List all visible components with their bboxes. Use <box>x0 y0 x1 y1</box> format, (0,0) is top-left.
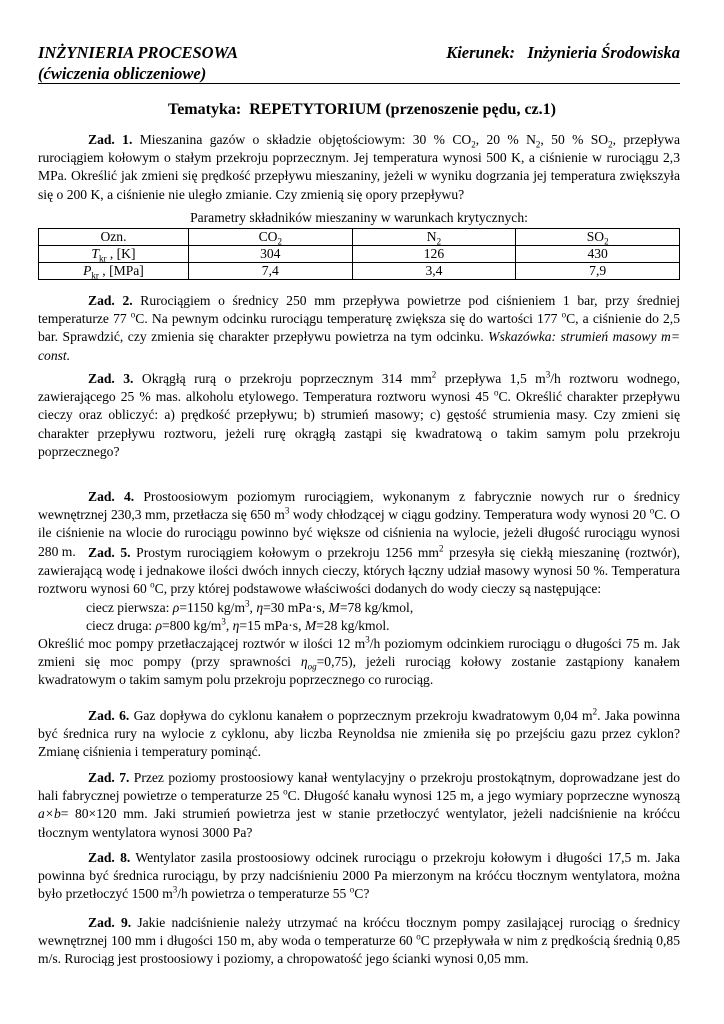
table-row <box>39 263 680 280</box>
direction-label: Kierunek: <box>446 43 515 62</box>
topic-label: Tematyka: <box>168 101 242 118</box>
task-9: Zad. 9. Jakie nadciśnienie należy utrzymać na króćcu tłocznym pompy zasilającej rurociąg o średnicy wewnętrznej 100 mm i długości 150 m, aby woda o temperaturze 60 $^o$C przepływała w nim z prędkością średnią 0,85 m/s. Rurociąg jest prostoosiowy i poziomy, a chropowatość jego ścianki wynosi 0,05 mm. <box>38 915 680 967</box>
course-subtitle: (ćwiczenia obliczeniowe) <box>38 64 207 83</box>
task-label: Zad. 6. <box>88 708 130 723</box>
task-8: Zad. 8. Wentylator zasila prostoosiowy odcinek rurociągu o przekroju kołowym i długości 17,5 m. Jaka powinna być średnica rurociągu, by przy nadciśnieniu 2000 Pa mierzonym na króćcu tłocznym wentylatora, można było przetłoczyć 1500 $m^3/h$ powietrza o temperaturze 55 $^o$C? <box>38 850 680 902</box>
table-cell: $T_{kr}$ , [K] <box>39 246 189 263</box>
task-label: Zad. 9. <box>88 915 132 930</box>
topic-text: REPETYTORIUM (przenoszenie pędu, cz.1) <box>249 101 556 118</box>
task-7: Zad. 7. Przez poziomy prostoosiowy kanał wentylacyjny o przekroju prostokątnym, doprowadzane jest do hali fabrycznej powietrze o temperaturze 25 $^o$C. Długość kanału wynosi 125 m, a jego wymiary poprzeczne wynoszą a×b= 80×120 mm. Jaki strumień powietrza jest w stanie przetłoczyć wentylator, jeżeli nadciśnienie na króćcu tłocznym wentylatora wynosi 3000 Pa? <box>38 770 681 840</box>
table-cell: 7,4 <box>188 263 352 280</box>
task-label: Zad. 5. <box>88 545 131 560</box>
course-title: INŻYNIERIA PROCESOWA <box>38 43 239 62</box>
task-4: Zad. 4. Prostoosiowym poziomym rurociągiem, wykonanym z fabrycznie nowych rur o średnicy wewnętrznej 230,3 mm, przetłacza się 650 $m^3$ wody chłodzącej w ciągu godziny. Temperatura wody wynosi 20 $^o$C. O ile ciśnienie na wlocie do rurociągu powinno być większe od ciśnienia na wylocie, jeżeli długość rurociągu wynosi 280 m. <box>38 489 681 559</box>
table-cell: 7,9 <box>516 263 680 280</box>
table-row <box>39 246 680 263</box>
table-cell: 304 <box>188 246 352 263</box>
task-label: Zad. 8. <box>88 850 131 865</box>
table-header-row <box>39 229 680 246</box>
liquid-1-properties: ciecz pierwsza: ρ=1150 $kg/m^3$, η=30 mPa·s, M=78 kg/kmol, <box>86 598 414 615</box>
table-cell: $CO_2$ <box>188 229 352 246</box>
task-3: Zad. 3. Okrągłą rurą o przekroju poprzecznym 314 $mm^2$ przepływa 1,5 $m^3/h$ roztworu wodnego, zawierającego 25 % mas. alkoholu etylowego. Temperatura roztworu wynosi 45 $^o$C. Określić charakter przepływu cieczy oraz obliczyć: a) prędkość przepływu; b) strumień masowy; c) gęstość strumienia masy. Czy zmieni się charakter przepływu roztworu, jeżeli rurę okrągłą zastąpi się kwadratową o takim samym polu przekroju poprzecznego? <box>38 369 681 459</box>
task-5: Zad. 5. Prostym rurociągiem kołowym o przekroju 1256 $mm^2$ przesyła się ciekłą mieszaninę (roztwór), zawierającą wodę i jednakowe ilości dwóch innych cieczy, których łączny udział masowy wynosi 50 %. Temperatura roztworu wynosi 60 $^o$C, przy której podstawowe właściwości dodanych do wody cieczy są następujące: ciecz pierwsza: ρ=1150 $kg/m^3$, η=30 mPa·s, M=78 kg/kmol, ciecz druga: ρ=800 $kg/m^3$, η=15 mPa·s, M=28 kg/kmol. Określić moc pompy przetłaczającej roztwór w ilości 12 $m^3/h$ poziomym odcinkiem rurociągu o długości 75 m. Jak zmieni się moc pompy (przy sprawności $\eta_{og}=0,75$), jeżeli rurociąg kołowy zostanie zastąpiony kanałem kwadratowym o takim samym polu przekroju poprzecznego co rurociąg. <box>38 543 680 688</box>
critical-parameters-table <box>38 228 680 280</box>
document-header <box>38 42 680 84</box>
task-6: Zad. 6. Gaz dopływa do cyklonu kanałem o poprzecznym przekroju kwadratowym 0,04 $m^2$. Jaka powinna być średnica rury na wylocie z cyklonu, aby liczba Reynoldsa nie zmieniła się po przejściu gazu przez cyklon? Zmianę ciśnienia i temperatury pominąć. <box>38 706 680 760</box>
table-cell: $N_2$ <box>352 229 516 246</box>
table-cell: $SO_2$ <box>516 229 680 246</box>
task-2: Zad. 2. Rurociągiem o średnicy 250 mm przepływa powietrze pod ciśnieniem 1 bar, przy średniej temperaturze 77 $^o$C. Na pewnym odcinku rurociągu temperaturę zwiększa się do wartości 177 $^o$C, a ciśnienie do 2,5 bar. Sprawdzić, czy zmienia się charakter przepływu powietrza na tym odcinku. Wskazówka: strumień masowy m= const. <box>38 293 680 363</box>
task-label: Zad. 1. <box>88 132 133 147</box>
direction <box>446 42 680 63</box>
task-label: Zad. 7. <box>88 770 130 785</box>
task-label: Zad. 4. <box>88 489 135 504</box>
table-cell: $P_{kr}$ , [MPa] <box>39 263 189 280</box>
table-cell: 430 <box>516 246 680 263</box>
task-label: Zad. 2. <box>88 293 133 308</box>
header-rule <box>38 83 680 84</box>
direction-value: Inżynieria Środowiska <box>527 43 680 62</box>
table-cell: Ozn. <box>39 229 189 246</box>
task-label: Zad. 3. <box>88 371 134 386</box>
task-1: Zad. 1. Mieszanina gazów o składzie objętościowym: 30 % $CO_2$, 20 % $N_2$, 50 % $SO_2$, przepływa rurociągiem kołowym o stałym przekroju poprzecznym. Jej temperatura wynosi 500 K, a ciśnienie w rurociągu 2,3 MPa. Określić jak zmieni się prędkość przepływu mieszaniny, jeżeli w wyniku dogrzania jej temperatura zwiększyła się o 200 K, a ciśnienie nie uległo zmianie. Czy zmienią się opory przepływu? <box>38 132 680 202</box>
table-cell: 3,4 <box>352 263 516 280</box>
table-cell: 126 <box>352 246 516 263</box>
liquid-2-properties: ciecz druga: ρ=800 $kg/m^3$, η=15 mPa·s, M=28 kg/kmol. <box>86 616 390 633</box>
topic-title <box>0 101 724 119</box>
table-caption: Parametry składników mieszaniny w warunkach krytycznych: <box>190 210 528 225</box>
